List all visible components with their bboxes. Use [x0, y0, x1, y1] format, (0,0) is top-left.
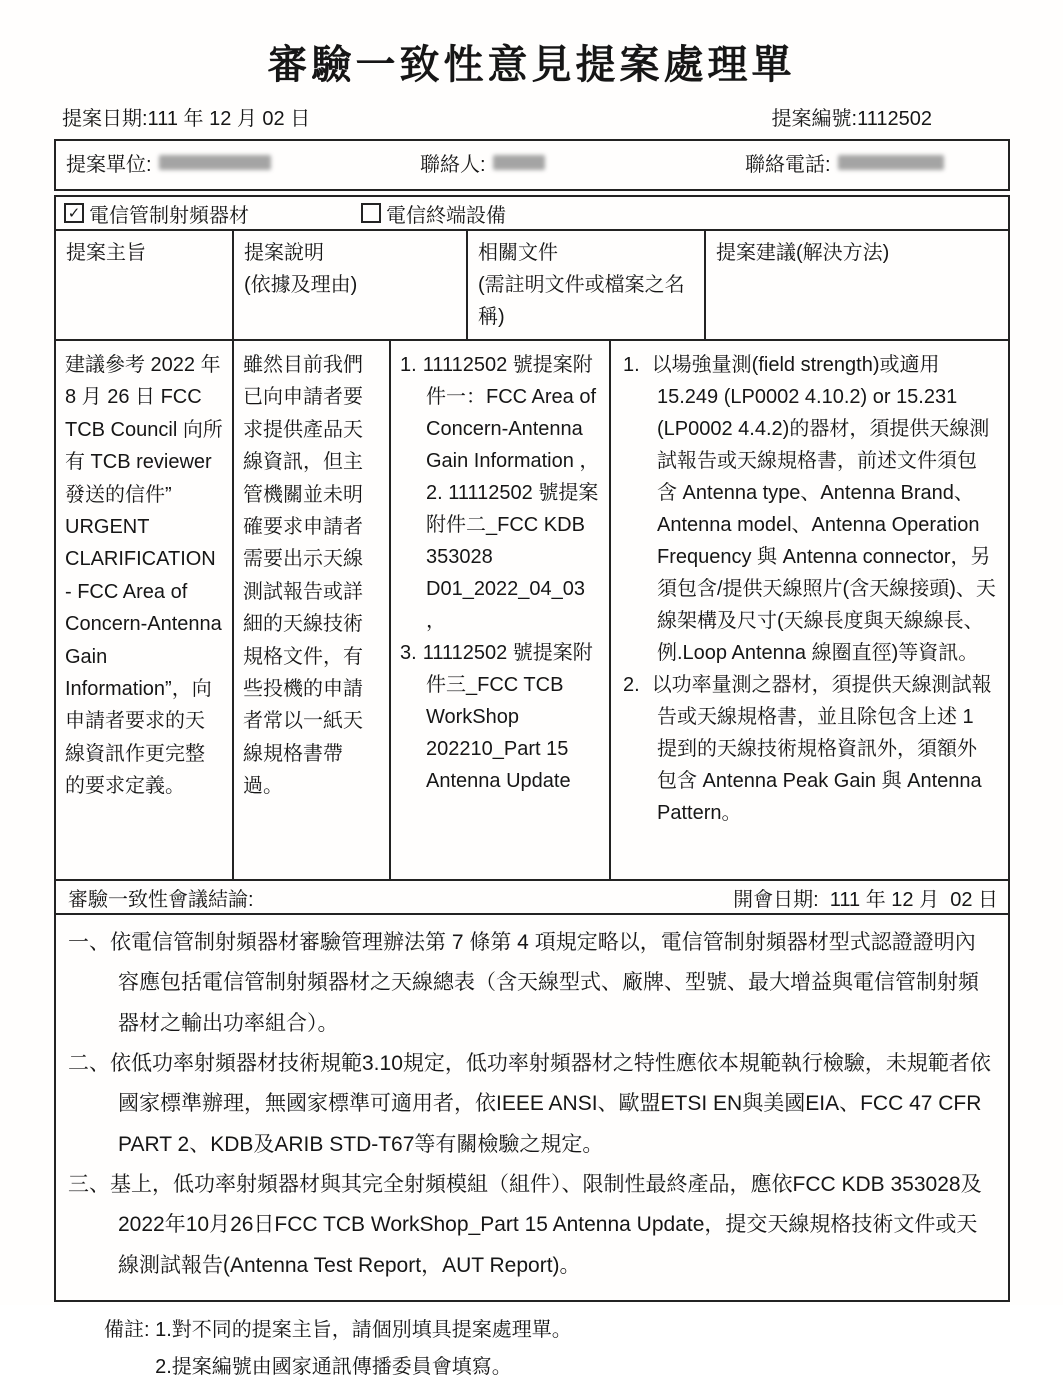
checkbox-checked-icon: ✓: [64, 203, 84, 223]
meeting-date: 開會日期: 111 年 12 月 02 日: [733, 888, 998, 911]
header-explanation: 提案說明 (依據及理由): [234, 231, 468, 339]
suggestion-item: 1. 以場強量測(field strength)或適用 15.249 (LP0002 4.10.2) or 15.231 (LP0002 4.4.2)的器材，須提供天線測試報告或天線規格書，前述文件須包含 Antenna type、Antenna Brand、Antenna model、Antenna Operation Frequency 與 Antenna connector，另須包含/提供天線照片(含天線接頭)、天線架構及尺寸(天線長度與天線線長、例.Loop Antenna 線圈直徑)等資訊。: [623, 354, 996, 664]
conclusion-item: 二、依低功率射頻器材技術規範3.10規定，低功率射頻器材之特性應依本規範執行檢驗，未規範者依國家標準辦理，無國家標準可適用者，依IEEE ANSI、歐盟ETSI EN與美國EIA、FCC 47 CFR PART 2、KDB及ARIB STD-T67等有關檢驗之規定。: [68, 1051, 991, 1156]
remarks-lines: [155, 1312, 572, 1386]
suggestions-cell: [611, 341, 1008, 879]
proposal-number: 提案編號:1112502: [771, 108, 932, 130]
explanation-text: 雖然目前我們已向申請者要求提供產品天線資訊，但主管機關並未明確要求申請者需要出示天線測試報告或詳細的天線技術規格文件，有些投機的申請者常以一紙天線規格書帶過。: [243, 354, 363, 798]
conclusion-item: 一、依電信管制射頻器材審驗管理辦法第 7 條第 4 項規定略以，電信管制射頻器材型式認證證明內容應包括電信管制射頻器材之天線總表（含天線型式、廠牌、型號、最大增益與電信管制射頻器材之輸出功率組合）。: [68, 931, 979, 1035]
remark-line: 2.提案編號由國家通訊傳播委員會填寫。: [155, 1355, 512, 1378]
checkbox-terminal-equipment-label: 電信終端設備: [386, 204, 506, 227]
conclusion-item: 三、基上，低功率射頻器材與其完全射頻模組（組件）、限制性最終產品，應依FCC KDB 353028及2022年10月26日FCC TCB WorkShop_Part 15 Antenna Update，提交天線規格技術文件或天線測試報告(Antenna Test Report，AUT Report)。: [68, 1172, 982, 1277]
meta-row: [54, 102, 1010, 131]
remark-line: 1.對不同的提案主旨，請個別填具提案處理單。: [155, 1318, 572, 1341]
field-proposal-unit: [66, 148, 420, 177]
contact-person-label: 聯絡人:: [420, 154, 486, 176]
conclusion-body: [56, 915, 1008, 1300]
proposal-date: 提案日期:111 年 12 月 02 日: [62, 108, 311, 130]
explanation-cell: [234, 341, 391, 879]
document-item: 3. 11112502 號提案附件三_FCC TCB WorkShop 202210_Part 15 Antenna Update: [400, 642, 593, 792]
checkbox-regulated-rf-label: 電信管制射頻器材: [89, 204, 249, 227]
equipment-type-row: [56, 197, 1008, 231]
conclusion-header-row: [56, 881, 1008, 915]
header-suggestion: 提案建議(解決方法): [716, 242, 890, 264]
contact-box: [54, 139, 1010, 191]
header-subject: 提案主旨: [56, 231, 234, 339]
redacted-proposal-unit-value: [159, 155, 271, 170]
field-contact-person: [420, 148, 745, 177]
proposal-table: [54, 195, 1010, 1302]
subject-text: 建議參考 2022 年 8 月 26 日 FCC TCB Council 向所有 TCB reviewer 發送的信件” URGENT CLARIFICATION - FCC Area of Concern-Antenna Gain Information”，向申請者要求的天線資訊作更完整的要求定義。: [65, 354, 223, 798]
subject-cell: [56, 341, 234, 879]
remarks: [104, 1312, 1063, 1386]
table-header-row: [56, 231, 1008, 341]
redacted-contact-phone-value: [838, 155, 944, 170]
conclusion-label: 審驗一致性會議結論:: [68, 888, 254, 911]
field-contact-phone: [745, 148, 944, 177]
remarks-prefix: 備註:: [104, 1318, 156, 1341]
proposal-unit-label: 提案單位:: [66, 154, 152, 176]
checkbox-unchecked-icon: [361, 203, 381, 223]
header-documents: 相關文件 (需註明文件或檔案之名稱): [468, 231, 706, 339]
suggestion-item: 2. 以功率量測之器材，須提供天線測試報告或天線規格書，並且除包含上述 1 提到的天線技術規格資訊外，須額外包含 Antenna Peak Gain 與 Antenna Pattern。: [623, 674, 992, 824]
checkbox-regulated-rf-equipment[interactable]: [64, 199, 249, 228]
checkbox-terminal-equipment[interactable]: [361, 199, 506, 228]
documents-cell: [391, 341, 611, 879]
page-title: 審驗一致性意見提案處理單: [267, 42, 796, 87]
document-item: 1. 11112502 號提案附件一：FCC Area of Concern-Antenna Gain Information ，2. 11112502 號提案附件二_FCC KDB 353028 D01_2022_04_03 ，: [400, 354, 600, 632]
contact-phone-label: 聯絡電話:: [745, 154, 831, 176]
table-body-row: [56, 341, 1008, 881]
redacted-contact-person-value: [493, 155, 545, 170]
